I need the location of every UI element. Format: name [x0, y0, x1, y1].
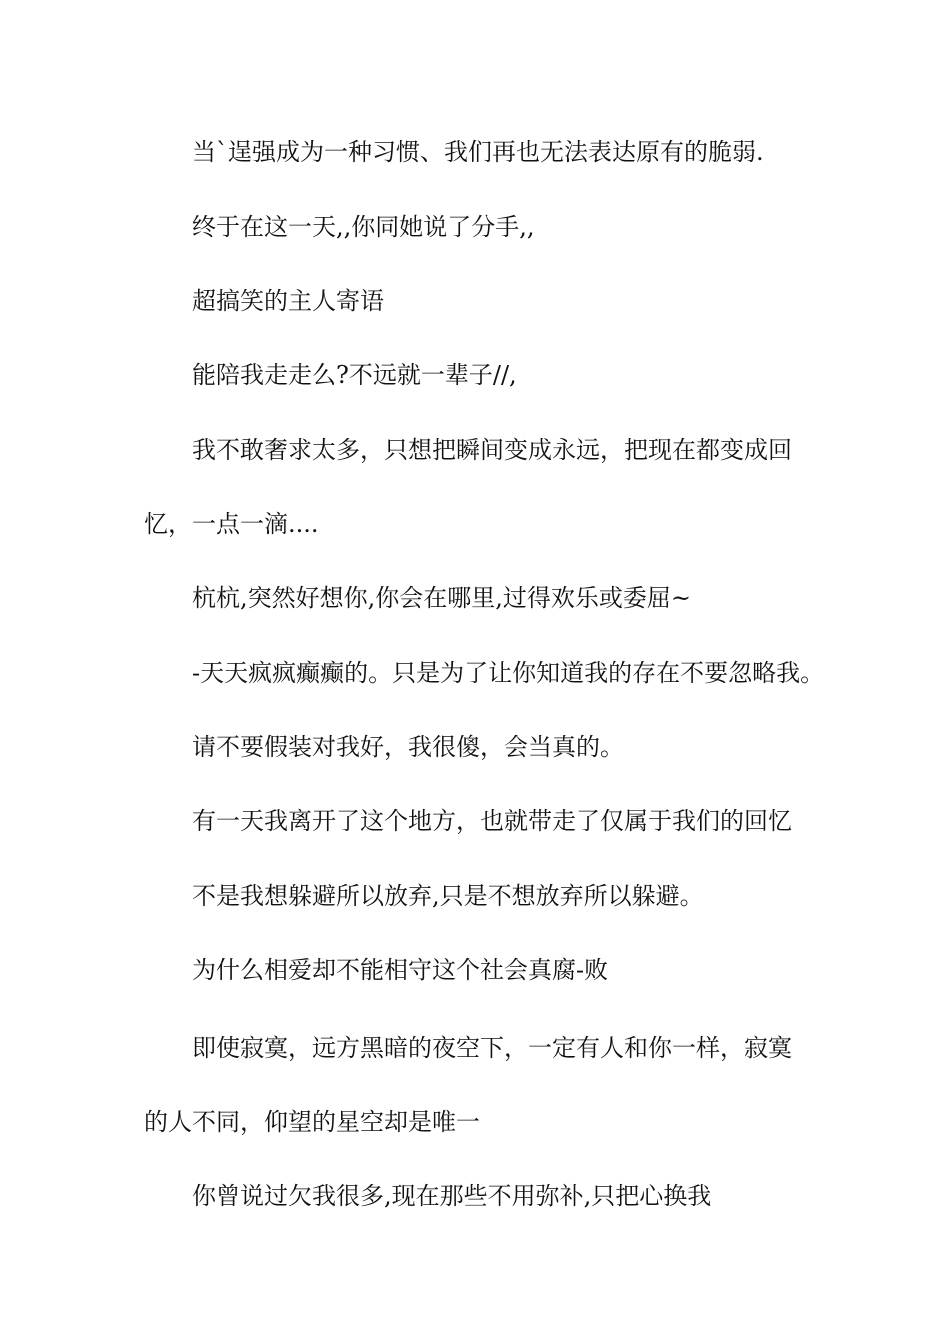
text-line: 能陪我走走么?不远就一辈子//,	[192, 361, 517, 389]
text-line: 不是我想躲避所以放弃,只是不想放弃所以躲避。	[192, 882, 704, 910]
text-line: 当ˋ逞强成为一种习惯、我们再也无法表达原有的脆弱.	[192, 138, 764, 166]
text-line: 超搞笑的主人寄语	[192, 287, 384, 315]
text-line: 的人不同，仰望的星空却是唯一	[144, 1108, 480, 1136]
text-line: 有一天我离开了这个地方，也就带走了仅属于我们的回忆	[192, 807, 792, 835]
text-line: 你曾说过欠我很多,现在那些不用弥补,只把心换我	[192, 1182, 712, 1210]
text-line: -天天疯疯癫癫的。只是为了让你知道我的存在不要忽略我。	[192, 659, 825, 687]
text-line: 为什么相爱却不能相守这个社会真腐-败	[192, 956, 609, 984]
text-line: 杭杭,突然好想你,你会在哪里,过得欢乐或委屈~	[192, 584, 691, 612]
text-line: 我不敢奢求太多，只想把瞬间变成永远，把现在都变成回	[192, 436, 792, 464]
text-line: 忆，一点一滴....	[144, 510, 319, 538]
text-line: 终于在这一天,,你同她说了分手,,	[192, 213, 535, 241]
text-line: 即使寂寞，远方黑暗的夜空下，一定有人和你一样，寂寞	[192, 1034, 792, 1062]
text-line: 请不要假装对我好，我很傻，会当真的。	[192, 733, 624, 761]
